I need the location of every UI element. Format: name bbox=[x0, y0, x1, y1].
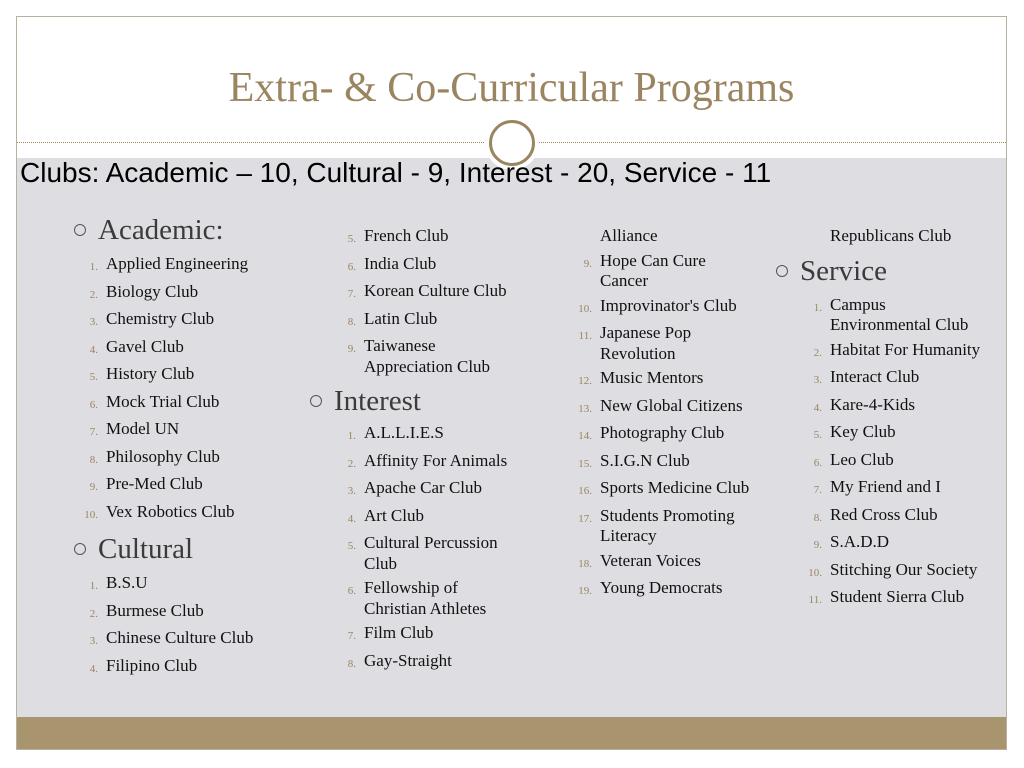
list-item bbox=[798, 295, 988, 336]
list-item bbox=[74, 364, 274, 388]
club-counts-subtitle: Clubs: Academic – 10, Cultural - 9, Interest - 20, Service - 11 bbox=[20, 157, 772, 188]
section-heading-label: Service bbox=[800, 254, 887, 287]
column-1 bbox=[74, 214, 274, 683]
list-item-number: 16. bbox=[578, 485, 592, 497]
list-item bbox=[568, 323, 758, 364]
list-item bbox=[568, 396, 758, 420]
list-item-label: B.S.U bbox=[106, 573, 148, 592]
list-item-label: Sports Medicine Club bbox=[600, 478, 750, 497]
section-heading-label: Academic: bbox=[98, 214, 224, 246]
list-item-label: Students Promoting Literacy bbox=[600, 505, 735, 545]
section-heading-label: Cultural bbox=[98, 533, 194, 565]
list-item bbox=[74, 502, 274, 526]
list-item bbox=[798, 560, 988, 584]
list-item-label: Latin Club bbox=[364, 308, 438, 328]
list-item-number: 5. bbox=[813, 429, 822, 441]
list-item-number: 7. bbox=[347, 288, 356, 300]
academic-list bbox=[74, 254, 274, 525]
list-item-number: 5. bbox=[347, 233, 356, 245]
service-list bbox=[798, 295, 988, 611]
list-item-label: Stitching Our Society bbox=[830, 559, 978, 579]
list-item-number bbox=[798, 226, 830, 247]
section-cultural bbox=[74, 529, 274, 679]
list-item-number: 5. bbox=[347, 540, 356, 552]
list-item bbox=[74, 309, 274, 333]
list-item-number: 8. bbox=[89, 453, 98, 466]
list-item-number: 6. bbox=[347, 585, 356, 597]
list-item-label: Japanese Pop Revolution bbox=[600, 323, 692, 363]
list-item bbox=[332, 226, 522, 250]
list-item-number: 6. bbox=[89, 398, 98, 411]
list-item bbox=[332, 254, 522, 278]
list-item bbox=[74, 337, 274, 361]
list-item-label: Korean Culture Club bbox=[364, 281, 507, 300]
list-item bbox=[74, 254, 274, 278]
section-heading bbox=[310, 381, 522, 421]
list-item bbox=[74, 282, 274, 306]
list-item-number: 1. bbox=[89, 261, 98, 273]
cultural-list-continued bbox=[332, 226, 522, 377]
list-item-label: Alliance bbox=[600, 226, 658, 245]
list-item-label: A.L.L.I.E.S bbox=[364, 423, 444, 442]
list-item-label: S.I.G.N Club bbox=[600, 450, 690, 470]
list-item bbox=[74, 628, 274, 652]
list-item-label: Philosophy Club bbox=[106, 446, 220, 466]
list-item bbox=[798, 367, 988, 391]
column-4 bbox=[798, 226, 988, 615]
interest-list-continued bbox=[568, 226, 758, 602]
list-item-number: 3. bbox=[347, 485, 356, 497]
list-item-label: Interact Club bbox=[830, 367, 920, 386]
list-item-label: S.A.D.D bbox=[830, 532, 890, 551]
list-item-label: Habitat For Humanity bbox=[830, 339, 981, 359]
list-item-label: Fellowship of Christian Athletes bbox=[364, 578, 487, 618]
list-item-label: Biology Club bbox=[106, 281, 199, 301]
list-item-label: India Club bbox=[364, 253, 437, 273]
section-service bbox=[798, 251, 988, 611]
section-academic bbox=[74, 210, 274, 525]
list-item-number: 17. bbox=[578, 512, 592, 525]
list-item-label: Vex Robotics Club bbox=[106, 501, 235, 521]
list-item bbox=[74, 573, 274, 597]
list-item-label: Improvinator's Club bbox=[600, 295, 737, 315]
list-item-number: 13. bbox=[578, 402, 592, 415]
list-item bbox=[332, 533, 522, 574]
list-item-number: 14. bbox=[578, 430, 592, 442]
list-item bbox=[332, 651, 522, 675]
list-item-number: 10. bbox=[84, 508, 98, 521]
list-item bbox=[332, 423, 522, 447]
list-item-number: 4. bbox=[813, 401, 822, 414]
list-item bbox=[332, 478, 522, 502]
list-item-label: Young Democrats bbox=[600, 578, 723, 597]
list-item-number: 8. bbox=[347, 657, 356, 670]
list-item-label: Model UN bbox=[106, 419, 180, 438]
list-item-number: 7. bbox=[347, 630, 356, 642]
list-item-number: 2. bbox=[813, 346, 822, 359]
list-item-number: 1. bbox=[89, 580, 98, 592]
list-item-label: Film Club bbox=[364, 623, 434, 642]
list-item bbox=[568, 578, 758, 602]
list-item bbox=[568, 251, 758, 292]
list-item-number bbox=[568, 226, 600, 247]
list-item-number: 19. bbox=[578, 585, 592, 597]
list-item bbox=[798, 450, 988, 474]
list-item-label: History Club bbox=[106, 364, 195, 383]
list-item-label: Chemistry Club bbox=[106, 309, 215, 328]
list-item-label: My Friend and I bbox=[830, 477, 941, 496]
list-item-number: 2. bbox=[89, 607, 98, 620]
list-item-label: Affinity For Animals bbox=[364, 450, 508, 470]
section-heading bbox=[776, 251, 988, 291]
list-item-label: Key Club bbox=[830, 422, 896, 441]
list-item-label: Apache Car Club bbox=[364, 478, 483, 497]
list-item bbox=[568, 551, 758, 575]
list-item bbox=[74, 601, 274, 625]
list-item-label: Art Club bbox=[364, 505, 424, 525]
list-item bbox=[74, 447, 274, 471]
list-item bbox=[568, 226, 758, 247]
list-item-number: 9. bbox=[813, 539, 822, 551]
list-item bbox=[332, 506, 522, 530]
list-item bbox=[332, 578, 522, 619]
list-item-number: 18. bbox=[578, 557, 592, 570]
list-item-number: 9. bbox=[89, 481, 98, 493]
list-item-label: Music Mentors bbox=[600, 368, 704, 387]
list-item-label: Chinese Culture Club bbox=[106, 628, 254, 647]
circle-bullet-icon bbox=[74, 224, 86, 236]
list-item bbox=[568, 478, 758, 502]
interest-list bbox=[332, 423, 522, 674]
list-item-label: French Club bbox=[364, 226, 449, 245]
list-item-label: Leo Club bbox=[830, 449, 894, 469]
list-item-label: Student Sierra Club bbox=[830, 587, 965, 606]
list-item bbox=[798, 505, 988, 529]
list-item-number: 2. bbox=[89, 288, 98, 301]
list-item bbox=[74, 419, 274, 443]
section-heading bbox=[74, 529, 274, 569]
list-item-number: 1. bbox=[347, 430, 356, 442]
list-item-label: Veteran Voices bbox=[600, 550, 701, 570]
list-item-label: Applied Engineering bbox=[106, 254, 249, 273]
list-item-number: 4. bbox=[89, 662, 98, 675]
list-item-number: 4. bbox=[347, 512, 356, 525]
circle-bullet-icon bbox=[776, 265, 788, 277]
list-item-number: 4. bbox=[89, 343, 98, 356]
list-item bbox=[568, 506, 758, 547]
list-item bbox=[332, 281, 522, 305]
list-item bbox=[798, 477, 988, 501]
list-item-label: Gay-Straight bbox=[364, 650, 452, 670]
column-3 bbox=[568, 226, 758, 606]
list-item bbox=[332, 451, 522, 475]
list-item-number: 9. bbox=[347, 343, 356, 355]
list-item bbox=[74, 474, 274, 498]
list-item-number: 8. bbox=[813, 511, 822, 524]
list-item bbox=[332, 309, 522, 333]
list-item bbox=[74, 656, 274, 680]
list-item-number: 11. bbox=[578, 330, 592, 342]
list-item bbox=[332, 623, 522, 647]
list-item-number: 6. bbox=[813, 456, 822, 469]
section-heading bbox=[74, 210, 274, 250]
list-item-label: Taiwanese Appreciation Club bbox=[364, 336, 491, 376]
list-item bbox=[568, 296, 758, 320]
list-item-label: Photography Club bbox=[600, 423, 725, 442]
list-item-label: Burmese Club bbox=[106, 600, 204, 620]
list-item-number: 7. bbox=[89, 426, 98, 438]
list-item-label: Republicans Club bbox=[830, 226, 952, 245]
list-item-label: Gavel Club bbox=[106, 336, 184, 356]
list-item-label: Campus Environmental Club bbox=[830, 294, 969, 334]
circle-bullet-icon bbox=[74, 543, 86, 555]
slide-title: Extra- & Co-Curricular Programs bbox=[228, 65, 795, 111]
footer-bar bbox=[17, 717, 1006, 750]
column-2 bbox=[332, 226, 522, 678]
list-item-label: Cultural Percussion Club bbox=[364, 533, 498, 573]
list-item bbox=[798, 422, 988, 446]
list-item-label: Red Cross Club bbox=[830, 504, 938, 524]
list-item-number: 6. bbox=[347, 260, 356, 273]
section-interest bbox=[332, 381, 522, 674]
interest-list-tail bbox=[798, 226, 988, 247]
list-item bbox=[568, 451, 758, 475]
list-item-number: 9. bbox=[583, 257, 592, 270]
list-item-label: New Global Citizens bbox=[600, 395, 743, 415]
list-item-number: 1. bbox=[813, 301, 822, 314]
cultural-list bbox=[74, 573, 274, 679]
list-item bbox=[332, 336, 522, 377]
list-item-label: Kare-4-Kids bbox=[830, 394, 915, 414]
list-item bbox=[568, 423, 758, 447]
list-item-number: 11. bbox=[808, 594, 822, 606]
list-item bbox=[798, 395, 988, 419]
list-item-number: 10. bbox=[808, 566, 822, 579]
list-item bbox=[74, 392, 274, 416]
list-item-number: 8. bbox=[347, 315, 356, 328]
list-item-label: Mock Trial Club bbox=[106, 391, 220, 411]
list-item-number: 3. bbox=[89, 635, 98, 647]
list-item-number: 3. bbox=[813, 374, 822, 386]
list-item-number: 5. bbox=[89, 371, 98, 383]
circle-bullet-icon bbox=[310, 395, 322, 407]
list-item-number: 12. bbox=[578, 375, 592, 387]
list-item-number: 2. bbox=[347, 457, 356, 470]
list-item bbox=[798, 532, 988, 556]
list-item-label: Filipino Club bbox=[106, 655, 198, 675]
section-heading-label: Interest bbox=[334, 385, 421, 417]
list-item-label: Pre-Med Club bbox=[106, 474, 203, 493]
list-item bbox=[798, 340, 988, 364]
list-item bbox=[798, 226, 988, 247]
list-item-label: Hope Can Cure Cancer bbox=[600, 250, 706, 290]
list-item-number: 10. bbox=[578, 302, 592, 315]
list-item-number: 3. bbox=[89, 316, 98, 328]
list-item bbox=[568, 368, 758, 392]
list-item-number: 7. bbox=[813, 484, 822, 496]
list-item bbox=[798, 587, 988, 611]
list-item-number: 15. bbox=[578, 457, 592, 470]
